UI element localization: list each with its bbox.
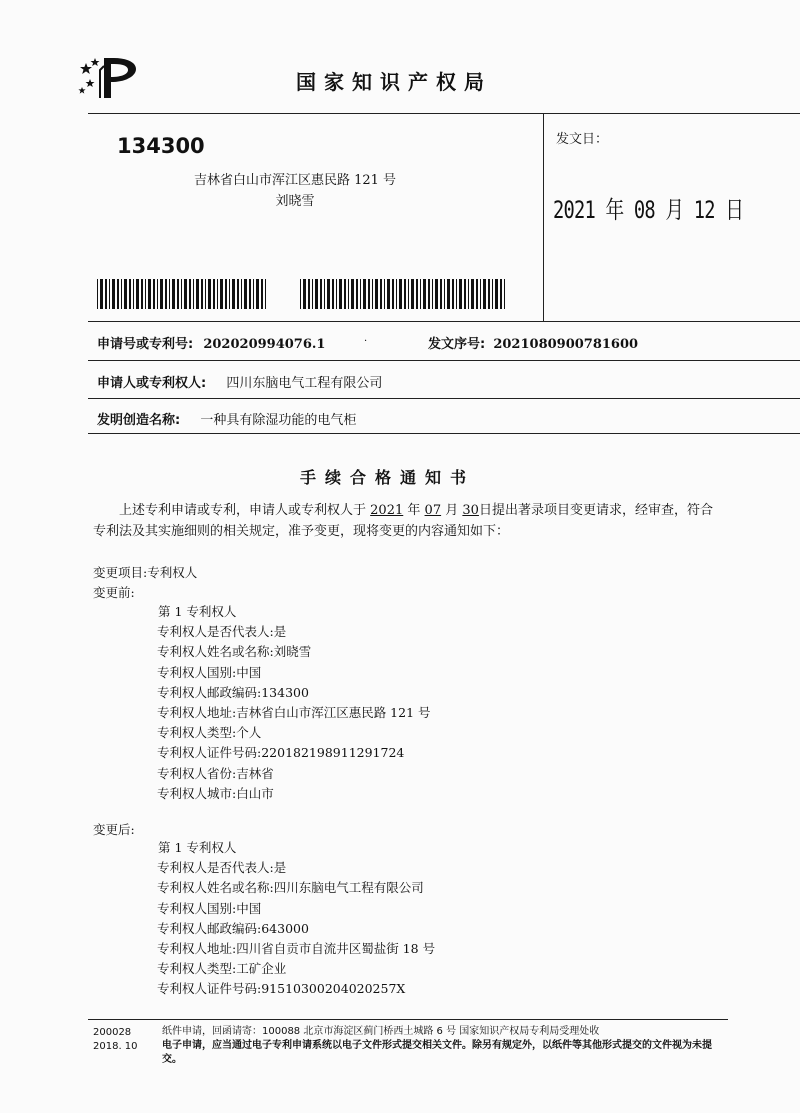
barcode-bar (124, 279, 127, 309)
barcode-bar (237, 279, 239, 309)
barcode-bar (327, 279, 330, 309)
serial-number: 2021080900781600 (493, 337, 639, 352)
barcode-bar (456, 279, 457, 309)
barcode-bar (348, 279, 349, 309)
barcode-bar (356, 279, 358, 309)
barcode-bar (181, 279, 182, 309)
notice-paragraph (93, 500, 720, 542)
change-line: 专利权人地址:吉林省白山市浑江区惠民路 121 号 (157, 705, 431, 720)
barcode-bar (213, 279, 215, 309)
barcode-bar (112, 279, 115, 309)
address-block-bottom-line (88, 321, 800, 322)
barcode-bar (315, 279, 318, 309)
barcode-bar (420, 279, 421, 309)
barcode-bar (249, 279, 251, 309)
barcode-bar (423, 279, 426, 309)
notice-title: 手续合格通知书 (300, 468, 476, 487)
barcode-bar (229, 279, 230, 309)
barcode-bar (220, 279, 223, 309)
issue-date-label: 发文日： (556, 132, 609, 147)
request-month: 07 (424, 503, 442, 518)
form-date: 2018. 10 (93, 1041, 138, 1052)
barcode-bar (411, 279, 414, 309)
barcode-bar (121, 279, 122, 309)
barcode-bar (324, 279, 325, 309)
barcode-bar (308, 279, 310, 309)
barcode-bar (495, 279, 498, 309)
barcode-bar (372, 279, 373, 309)
barcode-bar (447, 279, 450, 309)
field-divider-3 (88, 433, 800, 434)
barcode-bar (97, 279, 98, 309)
request-day: 30 (462, 503, 479, 518)
barcode-bar (483, 279, 486, 309)
barcode-bar (368, 279, 370, 309)
barcode-bar (153, 279, 155, 309)
footer-note-1: 纸件申请，回函请寄：100088 北京市海淀区蓟门桥西土城路 6 号 国家知识产权局专利局受理处收 (162, 1026, 600, 1037)
barcode-bar (105, 279, 107, 309)
barcode-bar (265, 279, 266, 309)
barcode-bar (384, 279, 385, 309)
after-label: 变更后: (93, 822, 135, 837)
barcode-bar (444, 279, 445, 309)
change-line: 专利权人姓名或名称:四川东脑电气工程有限公司 (157, 880, 424, 896)
barcode-bar (339, 279, 342, 309)
barcode-bar (129, 279, 131, 309)
barcode-bar (435, 279, 438, 309)
applicant-row (97, 372, 382, 391)
barcode-bar (387, 279, 390, 309)
barcode-bar (375, 279, 378, 309)
change-line: 专利权人邮政编码:134300 (157, 684, 309, 700)
request-month-suffix: 月 (445, 503, 459, 518)
change-line: 专利权人城市:白山市 (157, 785, 274, 801)
serial-number-row (428, 333, 638, 352)
barcode-bar (201, 279, 203, 309)
barcode-bar (464, 279, 466, 309)
change-line: 专利权人国别:中国 (157, 900, 262, 916)
barcode-bar (253, 279, 254, 309)
application-number-row (97, 333, 325, 352)
barcode-bar (117, 279, 119, 309)
barcode-bar (261, 279, 263, 309)
barcode-bar (177, 279, 179, 309)
cnipa-logo-icon (78, 54, 142, 100)
barcode-bar (256, 279, 259, 309)
barcode-bar (432, 279, 433, 309)
barcode-bar (336, 279, 337, 309)
footer-notes (162, 1025, 728, 1067)
application-number-label: 申请号或专利号: (97, 337, 194, 352)
barcode-bar (141, 279, 143, 309)
barcode-bar (133, 279, 134, 309)
change-line: 专利权人是否代表人:是 (157, 624, 287, 640)
barcode-bar (476, 279, 478, 309)
barcode-bar (193, 279, 194, 309)
barcode-bar (165, 279, 167, 309)
barcode-bar (300, 279, 301, 309)
change-line: 专利权人类型:工矿企业 (157, 961, 287, 977)
barcode-bar (344, 279, 346, 309)
office-title: 国家知识产权局 (296, 70, 492, 94)
barcode-bar (145, 279, 146, 309)
barcode-bar (504, 279, 505, 309)
change-line: 专利权人省份:吉林省 (157, 765, 274, 781)
change-line: 专利权人国别:中国 (157, 664, 262, 680)
barcode-bar (399, 279, 402, 309)
barcode-bar (208, 279, 211, 309)
notice-intro-2: 日提出著录项目变更请求，经审查，符合专利法及其实施细则的相关规定，准予变更，现将变更的内容通知如下： (93, 503, 713, 539)
notice-intro-1: 上述专利申请或专利，申请人或专利权人于 (119, 503, 367, 518)
barcode-bar (148, 279, 151, 309)
barcode-bar (488, 279, 490, 309)
barcode-bar (332, 279, 334, 309)
application-number: 202020994076.1 (203, 337, 326, 352)
change-line: 专利权人地址:四川省自贡市自流井区蜀盐街 18 号 (157, 941, 436, 956)
change-line: 专利权人类型:个人 (157, 725, 262, 741)
barcode-bar (184, 279, 187, 309)
change-line: 专利权人邮政编码:643000 (157, 920, 309, 936)
serial-number-label: 发文序号: (428, 337, 486, 352)
recipient-name: 刘晓雪 (275, 194, 315, 209)
barcode-bar (351, 279, 354, 309)
before-label: 变更前: (93, 585, 135, 600)
header-divider (88, 113, 800, 114)
footer-note-2: 电子申请，应当通过电子专利申请系统以电子文件形式提交相关文件。除另有规定外，以纸件等其他形式提交的文件视为未提交。 (162, 1040, 712, 1065)
barcode-bar (244, 279, 247, 309)
stray-dot: · (364, 336, 368, 347)
barcode-bar (408, 279, 409, 309)
applicant-name: 四川东脑电气工程有限公司 (226, 376, 383, 391)
barcode-bar (172, 279, 175, 309)
barcode-bar (205, 279, 206, 309)
recipient-postcode: 134300 (117, 134, 205, 158)
barcode-bar (363, 279, 366, 309)
change-line: 专利权人证件号码:91510300204020257X (157, 981, 406, 997)
barcode-bar (196, 279, 199, 309)
change-line: 第 1 专利权人 (158, 604, 237, 619)
issue-date: 2021 年 08 月 12 日 (553, 196, 744, 224)
barcode-bar (136, 279, 139, 309)
change-item: 变更项目:专利权人 (93, 565, 198, 580)
field-divider-2 (88, 398, 800, 399)
barcode-bar (416, 279, 418, 309)
barcode-bar (500, 279, 502, 309)
barcode-bar (452, 279, 454, 309)
barcode-bar (157, 279, 158, 309)
barcode-bar (169, 279, 170, 309)
barcode-bar (312, 279, 313, 309)
barcode-bar (303, 279, 306, 309)
barcode-bar (225, 279, 227, 309)
request-year: 2021 (370, 503, 404, 518)
applicant-label: 申请人或专利权人: (97, 376, 207, 391)
field-divider-1 (88, 360, 800, 361)
barcode-bar (109, 279, 110, 309)
barcode-bar (232, 279, 235, 309)
change-line: 专利权人姓名或名称:刘晓雪 (157, 644, 312, 660)
barcode-1 (97, 279, 268, 309)
barcode-bar (217, 279, 218, 309)
barcode-bar (492, 279, 493, 309)
invention-row (97, 409, 356, 428)
barcode-bar (160, 279, 163, 309)
barcode-bar (404, 279, 406, 309)
barcode-bar (428, 279, 430, 309)
barcode-bar (392, 279, 394, 309)
barcode-bar (440, 279, 442, 309)
date-column-divider (543, 113, 544, 321)
barcode-bar (471, 279, 474, 309)
footer-divider (88, 1019, 728, 1020)
barcode-bar (189, 279, 191, 309)
barcode-2 (300, 279, 506, 309)
change-line: 专利权人证件号码:220182198911291724 (157, 745, 405, 761)
invention-label: 发明创造名称: (97, 413, 181, 428)
recipient-address: 吉林省白山市浑江区惠民路 121 号 (193, 173, 397, 188)
barcode-bar (459, 279, 462, 309)
barcode-bar (396, 279, 397, 309)
invention-name: 一种具有除湿功能的电气柜 (200, 413, 357, 428)
request-year-suffix: 年 (407, 503, 421, 518)
form-code: 200028 (93, 1027, 132, 1038)
barcode-bar (320, 279, 322, 309)
barcode-bar (100, 279, 103, 309)
barcode-bar (468, 279, 469, 309)
barcode-bar (360, 279, 361, 309)
change-line: 第 1 专利权人 (158, 840, 237, 855)
barcode-bar (480, 279, 481, 309)
barcode-bar (380, 279, 382, 309)
barcode-bar (241, 279, 242, 309)
change-line: 专利权人是否代表人:是 (157, 860, 287, 876)
